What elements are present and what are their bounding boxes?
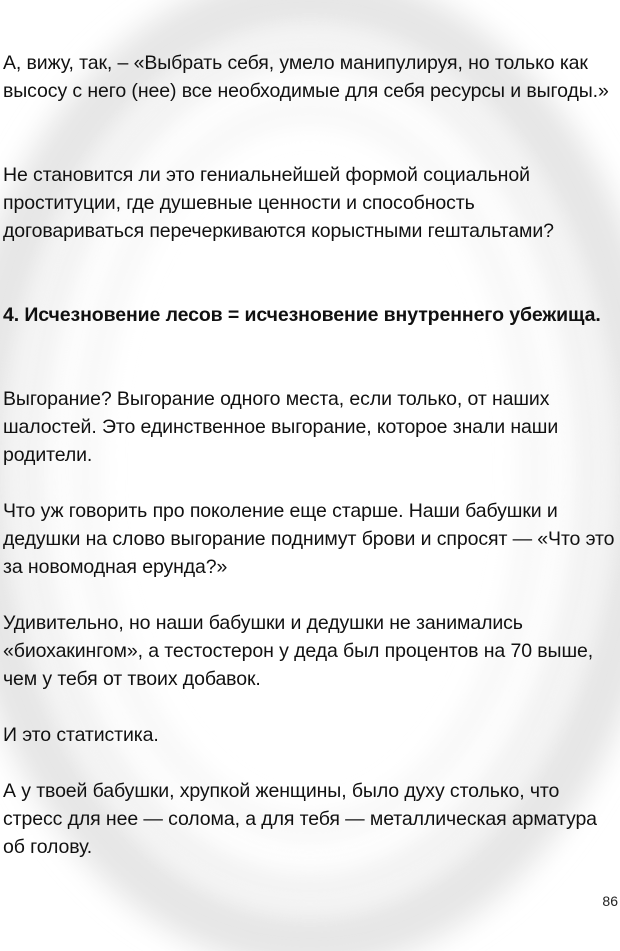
paragraph-statistics: И это статистика.: [3, 724, 159, 746]
paragraph-older-generation: Что уж говорить про поколение еще старше. Наши бабушки и дедушки на слово выгорание поднимут брови и спросят — «Что это за новомодная ерунда?»: [3, 500, 615, 578]
section-heading: 4. Исчезновение лесов = исчезновение внутреннего убежища.: [3, 304, 601, 326]
paragraph-quote: А, вижу, так, – «Выбрать себя, умело манипулируя, но только как высосу с него (нее) все необходимые для себя ресурсы и выгоды.»: [3, 52, 609, 102]
page-number: 86: [602, 893, 618, 909]
paragraph-question: Не становится ли это гениальнейшей формой социальной проституции, где душевные ценности и способность договариваться перечеркиваются корыстными гештальтами?: [3, 164, 554, 242]
paragraph-grandmother: А у твоей бабушки, хрупкой женщины, было духу столько, что стресс для нее — солома, а для тебя — металлическая арматура об голову.: [3, 780, 597, 858]
paragraph-burnout: Выгорание? Выгорание одного места, если только, от наших шалостей. Это единственное выгорание, которое знали наши родители.: [3, 388, 559, 466]
paragraph-biohacking: Удивительно, но наши бабушки и дедушки не занимались «биохакингом», а тестостерон у деда был процентов на 70 выше, чем у тебя от твоих добавок.: [3, 612, 594, 690]
